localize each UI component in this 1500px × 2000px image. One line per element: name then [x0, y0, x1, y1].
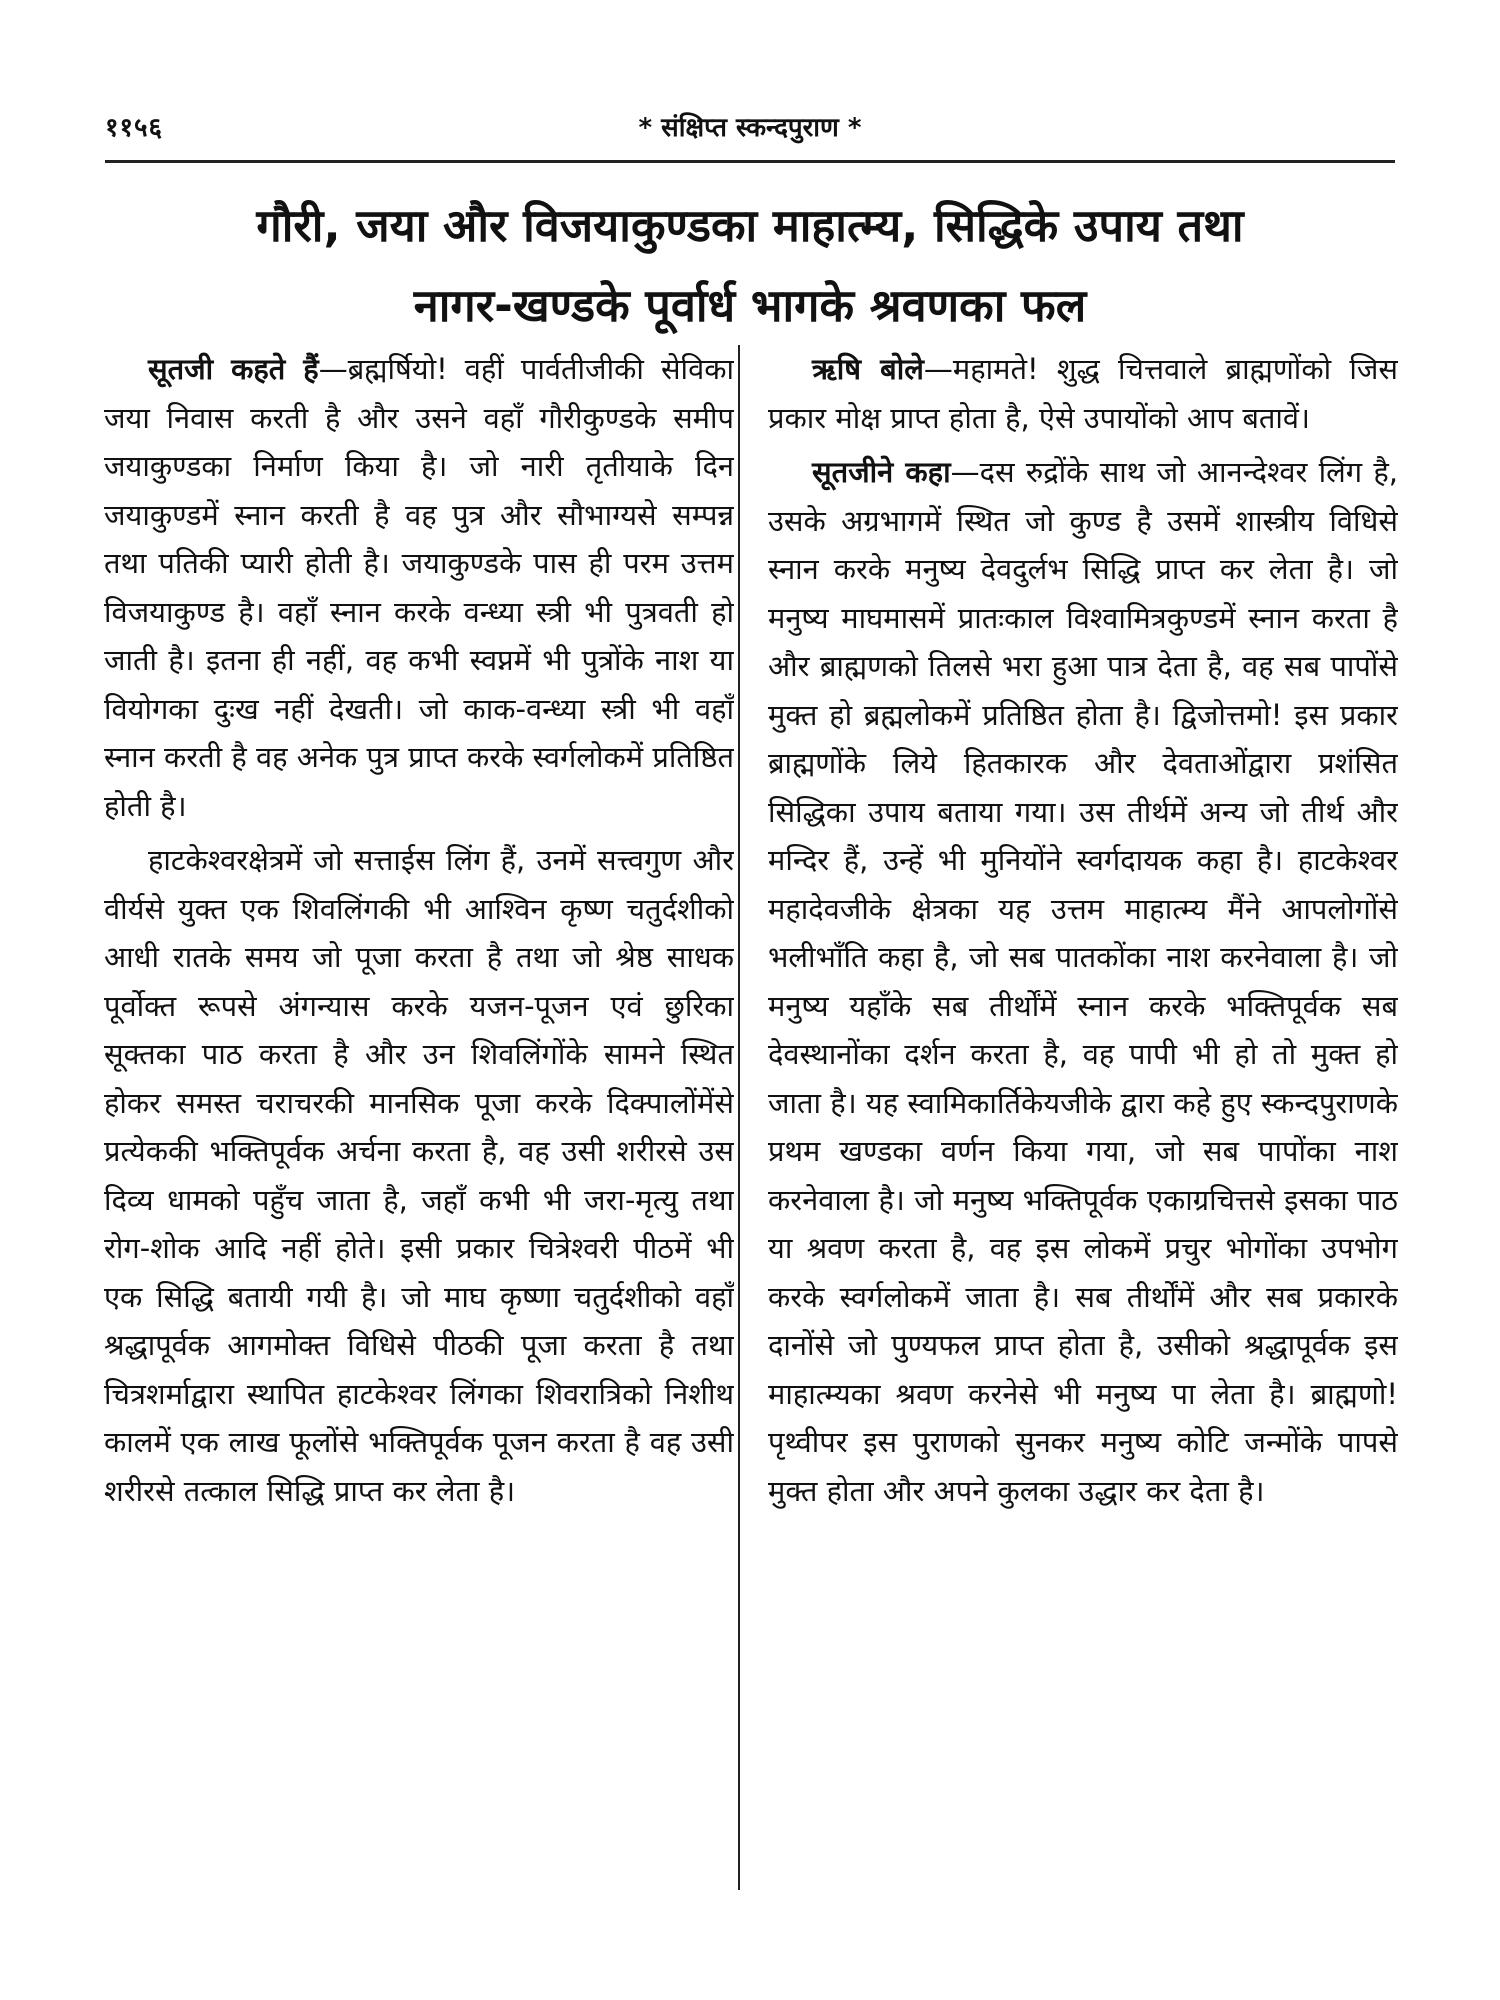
paragraph — [104, 345, 734, 830]
paragraph — [104, 836, 734, 1515]
page-number: ११५६ — [105, 113, 164, 143]
paragraph-text: —ब्रह्मर्षियो! वहीं पार्वतीजीकी सेविका जया निवास करती है और उसने वहाँ गौरीकुण्डके समीप जयाकुण्डका निर्माण किया है। जो नारी तृतीयाके दिन जयाकुण्डमें स्नान करती है वह पुत्र और सौभाग्यसे सम्पन्न तथा पतिकी प्यारी होती है। जयाकुण्डके पास ही परम उत्तम विजयाकुण्ड है। वहाँ स्नान करके वन्ध्या स्त्री भी पुत्रवती हो जाती है। इतना ही नहीं, वह कभी स्वप्नमें भी पुत्रोंके नाश या वियोगका दुःख नहीं देखती। जो काक-वन्ध्या स्त्री भी वहाँ स्नान करती है वह अनेक पुत्र प्राप्त करके स्वर्गलोकमें प्रतिष्ठित होती है। — [104, 352, 734, 823]
left-column — [104, 345, 734, 1945]
paragraph-text: हाटकेश्वरक्षेत्रमें जो सत्ताईस लिंग हैं, उनमें सत्त्वगुण और वीर्यसे युक्त एक शिवलिंगकी भी आश्विन कृष्ण चतुर्दशीको आधी रातके समय जो पूजा करता है तथा जो श्रेष्ठ साधक पूर्वोक्त रूपसे अंगन्यास करके यजन-पूजन एवं छुरिका सूक्तका पाठ करता है और उन शिवलिंगोंके सामने स्थित होकर समस्त चराचरकी मानसिक पूजा करके दिक्पालोंमेंसे प्रत्येककी भक्तिपूर्वक अर्चना करता है, वह उसी शरीरसे उस दिव्य धामको पहुँच जाता है, जहाँ कभी भी जरा-मृत्यु तथा रोग-शोक आदि नहीं होते। इसी प्रकार चित्रेश्वरी पीठमें भी एक सिद्धि बतायी गयी है। जो माघ कृष्णा चतुर्दशीको वहाँ श्रद्धापूर्वक आगमोक्त विधिसे पीठकी पूजा करता है तथा चित्रशर्माद्वारा स्थापित हाटकेश्वर लिंगका शिवरात्रिको निशीथ कालमें एक लाख फूलोंसे भक्तिपूर्वक पूजन करता है वह उसी शरीरसे तत्काल सिद्धि प्राप्त कर लेता है। — [104, 843, 734, 1508]
right-column — [768, 345, 1398, 1945]
chapter-title-line-1: गौरी, जया और विजयाकुण्डका माहात्म्य, सिद्धिके उपाय तथा — [256, 199, 1244, 252]
speaker-label: ऋषि बोले — [812, 352, 924, 386]
running-title: * संक्षिप्त स्कन्दपुराण * — [638, 113, 862, 143]
column-divider — [738, 345, 740, 1890]
paragraph-text: —महामते! शुद्ध चित्तवाले ब्राह्मणोंको जिस प्रकार मोक्ष प्राप्त होता है, ऐसे उपायोंको आप बतावें। — [768, 352, 1398, 435]
chapter-title-line-2: नागर-खण्डके पूर्वार्ध भागके श्रवणका फल — [413, 279, 1087, 332]
paragraph — [768, 345, 1398, 442]
chapter-title — [105, 186, 1395, 346]
paragraph — [768, 448, 1398, 1515]
paragraph-text: —दस रुद्रोंके साथ जो आनन्देश्वर लिंग है, उसके अग्रभागमें स्थित जो कुण्ड है उसमें शास्त्रीय विधिसे स्नान करके मनुष्य देवदुर्लभ सिद्धि प्राप्त कर लेता है। जो मनुष्य माघमासमें प्रातःकाल विश्वामित्रकुण्डमें स्नान करता है और ब्राह्मणको तिलसे भरा हुआ पात्र देता है, वह सब पापोंसे मुक्त हो ब्रह्मलोकमें प्रतिष्ठित होता है। द्विजोत्तमो! इस प्रकार ब्राह्मणोंके लिये हितकारक और देवताओंद्वारा प्रशंसित सिद्धिका उपाय बताया गया। उस तीर्थमें अन्य जो तीर्थ और मन्दिर हैं, उन्हें भी मुनियोंने स्वर्गदायक कहा है। हाटकेश्वर महादेवजीके क्षेत्रका यह उत्तम माहात्म्य मैंने आपलोगोंसे भलीभाँति कहा है, जो सब पातकोंका नाश करनेवाला है। जो मनुष्य यहाँके सब तीर्थोंमें स्नान करके भक्तिपूर्वक सब देवस्थानोंका दर्शन करता है, वह पापी भी हो तो मुक्त हो जाता है। यह स्वामिकार्तिकेयजीके द्वारा कहे हुए स्कन्दपुराणके प्रथम खण्डका वर्णन किया गया, जो सब पापोंका नाश करनेवाला है। जो मनुष्य भक्तिपूर्वक एकाग्रचित्तसे इसका पाठ या श्रवण करता है, वह इस लोकमें प्रचुर भोगोंका उपभोग करके स्वर्गलोकमें जाता है। सब तीर्थोंमें और सब प्रकारके दानोंसे जो पुण्यफल प्राप्त होता है, उसीको श्रद्धापूर्वक इस माहात्म्यका श्रवण करनेसे भी मनुष्य पा लेता है। ब्राह्मणो! पृथ्वीपर इस पुराणको सुनकर मनुष्य कोटि जन्मोंके पापसे मुक्त होता और अपने कुलका उद्धार कर देता है। — [768, 455, 1398, 1508]
header-rule — [105, 160, 1395, 163]
speaker-label: सूतजीने कहा — [812, 455, 951, 489]
page-header — [105, 108, 1395, 156]
speaker-label: सूतजी कहते हैं — [148, 352, 319, 386]
